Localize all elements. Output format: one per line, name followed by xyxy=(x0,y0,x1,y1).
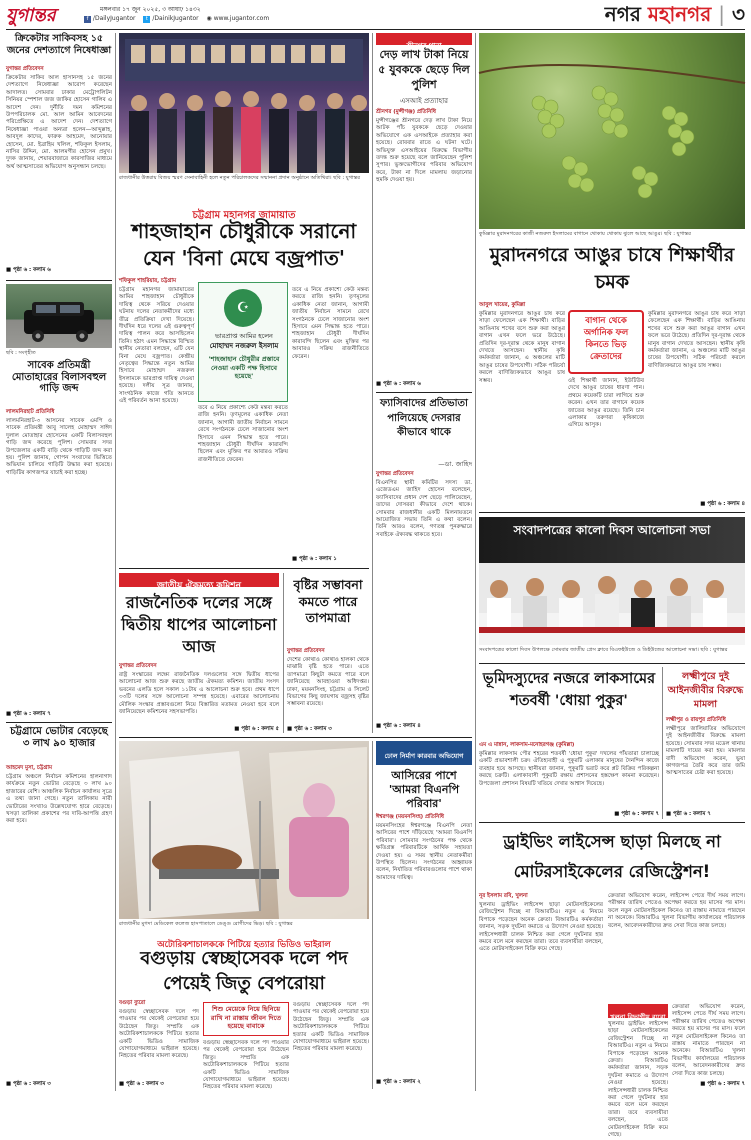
col1-continue-2-text: পৃষ্ঠা ৬ : কলাম ৭ xyxy=(12,711,51,717)
grapes-headline: মুরাদনগরে আঙুর চাষে শিক্ষার্থীর চমক xyxy=(489,244,735,293)
page-number: ৩ xyxy=(731,2,745,26)
fascism-body: বিএনপির স্থায়ী কমিটির সদস্য ডা. এজেডএম জাহিদ হোসেন বলেছেন, ফ্যাসিবাদের প্রধান দেশ ছেড়ে পালিয়েছেন, তাদের দোসররা কীভাবে দেশে থাকে। সোমবার রাজধানীর একটি মিলনায়তনে আয়োজিত সভায় তিনি এ কথা বলেন। তিনি আরও বলেন, গণতন্ত্র পুনরুদ্ধারে সবাইকে ঐক্যবদ্ধ থাকতে হবে। xyxy=(376,480,472,538)
date: মঙ্গলবার ১৭ জুন ২০২৫ xyxy=(100,6,159,13)
col3-continue-text: পৃষ্ঠা ৬ : কলাম ৬ xyxy=(382,381,421,387)
grapes-byline: আবুল খায়ের, কুমিল্লা xyxy=(479,302,526,308)
bogura-kicker-bar xyxy=(119,932,369,950)
bogura-body-b-text: বগুড়ায় স্বেচ্ছাসেবক দলে পদ পাওয়ার পর থেকেই বেপরোয়া হয়ে উঠেছেন জিতু। সম্প্রতি এক অটোরিকশাচালককে পিটিয়ে হত্যার একটি ভিডিও সামাজিক যোগাযোগমাধ্যমে ভাইরাল হয়েছে। নিহতের পরিবার মামলা করেছে। xyxy=(203,1040,289,1091)
ishwarganj-headline: আসিরের পাশে 'আমরা বিএনপি পরিবার' xyxy=(388,769,460,810)
top-story-body: চট্টগ্রাম মহানগর জামায়াতের আমির শাহজাহান চৌধুরীকে দায়িত্ব থেকে সরিয়ে দেওয়ার ঘটনায় দলের নেতাকর্মীদের মধ্যে তীব্র প্রতিক্রিয়া দেখা দিয়েছে। দীর্ঘদিন ধরে দলের এই গুরুত্বপূর্ণ দায়িত্ব পালন করে আসছিলেন তিনি। হঠাৎ এমন সিদ্ধান্তে বিস্মিত স্থানীয় নেতারা বলছেন, এটি যেন বিনা মেঘে বজ্রপাত। কেন্দ্রীয় নেতৃত্বের সিদ্ধান্তে নতুন আমির হিসাবে মোহাম্মদ নজরুল ইসলামকে ভারপ্রাপ্ত দায়িত্ব দেওয়া হয়েছে। দলীয় সূত্র জানায়, সাংগঠনিক কাজে গতি আনতে এই পরিবর্তন আনা হয়েছে। xyxy=(119,287,194,405)
national-continue-text: পৃষ্ঠা ৬ : কলাম ৫ xyxy=(241,726,279,732)
col3-sub: এসআই প্রত্যাহার xyxy=(399,97,449,105)
license-tag-text: খুলনা বিভাগীয় ব্যুরো xyxy=(610,1013,666,1021)
col1-headline-2: সাবেক প্রতিমন্ত্রী মোতাহারের বিলাসবহুল গাড়ি জব্দ xyxy=(11,360,107,394)
ishwarganj-banner xyxy=(376,741,472,765)
national-kicker: জাতীয় ঐকমত্য কমিশন xyxy=(156,581,241,591)
facebook-icon: f xyxy=(84,16,91,23)
logo: যুগান্তর xyxy=(6,5,56,26)
masthead-rule xyxy=(6,29,745,30)
divider xyxy=(479,512,745,513)
top-story-continue: ■ পৃষ্ঠা ৬ : কলাম ১ xyxy=(292,556,337,562)
col1-byline: যুগান্তর প্রতিবেদন xyxy=(6,66,44,72)
license-byline: নূর ইসলাম রবি, খুলনা xyxy=(479,893,528,899)
lakshmipur-byline: লক্ষ্মীপুর ও রায়পুর প্রতিনিধি xyxy=(666,717,726,723)
col1-photo-caption: ছবি : সংগৃহীত xyxy=(6,350,36,356)
website-link[interactable]: www.jugantor.com xyxy=(213,15,270,22)
col1-byline-2: লালমনিরহাট প্রতিনিধি xyxy=(6,409,55,415)
people-icon xyxy=(119,33,369,173)
col1-body-3: চট্টগ্রাম অঞ্চলে নির্বাচন কমিশনের হালনাগাদ কার্যক্রমে নতুন ভোটার বেড়েছে ৩ লাখ ৯০ হাজারের বেশি। আঞ্চলিক নির্বাচন কার্যালয় সূত্রে এ তথ্য জানা গেছে। নতুন তালিকায় নারী ভোটারের সংখ্যাও উল্লেখযোগ্য হারে বেড়েছে। খসড়া তালিকা প্রকাশের পর দাবি-আপত্তি গ্রহণ করা হবে। xyxy=(6,774,112,825)
lakshmipur-body: লক্ষ্মীপুরে জালিয়াতির অভিযোগে দুই আইনজীবীর বিরুদ্ধে মামলা হয়েছে। সোমবার সদর মডেল থানায় মামলাটি দায়ের করা হয়। মামলার বাদী অভিযোগ করেন, ভুয়া কাগজপত্র তৈরি করে তার জমি আত্মসাতের চেষ্টা করা হয়েছে। xyxy=(666,726,745,777)
rain-byline: যুগান্তর প্রতিবেদন xyxy=(287,648,325,654)
national-body: রাষ্ট্র সংস্কারের লক্ষ্যে রাজনৈতিক দলগুলোর সঙ্গে দ্বিতীয় ধাপের আলোচনা আজ শুরু করছে জাতীয় ঐকমত্য কমিশন। জাতীয় সংসদ ভবনের এলডি হলে সকাল ১১টায় এ আলোচনা শুরু হবে। প্রথম ধাপে ৩৩টি দলের সঙ্গে আলোচনা সম্পন্ন হয়েছে। এবারের আলোচনায় মৌলিক সংস্কার প্রস্তাবগুলো নিয়ে বিস্তারিত মতামত নেওয়া হবে বলে জানিয়েছেন কমিশনের সহসভাপতি। xyxy=(119,672,279,716)
section-word-2: মহানগর xyxy=(647,2,712,26)
ishwarganj-byline: ঈশ্বরগঞ্জ (ময়মনসিংহ) প্রতিনিধি xyxy=(376,814,444,820)
laksham-continue-text: পৃষ্ঠা ৬ : কলাম ৭ xyxy=(621,811,659,817)
bogura-box xyxy=(203,1002,289,1036)
grapes-icon xyxy=(479,33,745,229)
rain-continue-text: পৃষ্ঠা ৬ : কলাম ৩ xyxy=(293,726,332,732)
party-logo: ☪ xyxy=(224,289,262,327)
event-photo xyxy=(479,517,745,645)
top-story-quote: 'শাহজাহান চৌধুরীর প্রস্তাবে নেওয়া একটি পক্ষ হিসাবে হয়েছে' xyxy=(208,355,280,380)
col3-byline: শ্রীনগর (মুন্সীগঞ্জ) প্রতিনিধি xyxy=(376,109,436,115)
divider xyxy=(479,663,745,664)
fascism-byline: যুগান্তর প্রতিবেদন xyxy=(376,471,414,477)
divider xyxy=(6,280,112,281)
fascism-continue-text: পৃষ্ঠা ৬ : কলাম ৪ xyxy=(382,723,421,729)
top-photo-caption: রাজধানীর উত্তরায় বিজয় স্মরণ সেনাবাহিনী হলে নতুন পরিচালকদের সম্মাননা প্রদান অনুষ্ঠানে অতিথিরা। ছবি : যুগান্তর xyxy=(119,175,361,181)
license-body-c-text: ক্রেতারা অভিযোগ করেন, লাইসেন্স পেতে দীর্ঘ সময় লাগে। পরীক্ষার তারিখ পেতেও অপেক্ষা করতে হয় মাসের পর মাস। ফলে নতুন মোটরসাইকেল কিনেও তা রাস্তায় নামাতে পারছেন না অনেকে। বিআরটিএ খুলনা বিভাগীয় কার্যালয়ের পরিচালক বলেন, আবেদনকারীদের দ্রুত সেবা দিতে কাজ চলছে। xyxy=(672,1004,745,1077)
col3-body: মুন্সীগঞ্জের শ্রীনগরে দেড় লাখ টাকা নিয়ে আটক পাঁচ যুবককে ছেড়ে দেওয়ার অভিযোগে এক এসআইকে প্রত্যাহার করা হয়েছে। রোববার রাতে এ ঘটনা ঘটে। অভিযুক্ত এসআইয়ের বিরুদ্ধে বিভাগীয় তদন্ত শুরু হয়েছে বলে জানিয়েছেন পুলিশ সুপার। ভুক্তভোগীদের পরিবার অভিযোগ করে, টাকা না দিলে মামলায় জড়ানোর হুমকি দেওয়া হয়। xyxy=(376,118,472,184)
license-body: খুলনায় ড্রাইভিং লাইসেন্স ছাড়া মোটরসাইকেলের রেজিস্ট্রেশন দিচ্ছে না বিআরটিএ। নতুন এ নিয়মে বিপাকে পড়েছেন অনেক ক্রেতা। বিআরটিএ কর্মকর্তারা জানান, সড়ক দুর্ঘটনা কমাতে এ উদ্যোগ নেওয়া হয়েছে। লাইসেন্সধারী চালক নিশ্চিত করা গেলে দুর্ঘটনার হার কমবে বলে মনে করছেন তারা। তবে ব্যবসায়ীরা বলছেন, এতে মোটরসাইকেল বিক্রি কমে গেছে। xyxy=(479,902,603,953)
lakshmipur-headline: লক্ষ্মীপুরে দুই আইনজীবীর বিরুদ্ধে মামলা xyxy=(667,671,744,710)
col-separator xyxy=(475,33,476,1091)
ishwarganj-continue-text: পৃষ্ঠা ৬ : কলাম ২ xyxy=(382,1079,421,1085)
ishwarganj-banner-text: ঢোল নির্মাণ কারবার অভিযোগ xyxy=(384,752,464,760)
bogura-kicker: অটোরিকশাচালককে পিটিয়ে হত্যার ভিডিও ভাইরাল xyxy=(157,940,331,950)
rain-continue: ■ পৃষ্ঠা ৬ : কলাম ৩ xyxy=(287,726,332,732)
national-byline: যুগান্তর প্রতিবেদন xyxy=(119,663,157,669)
license-continue-text: পৃষ্ঠা ৬ : কলাম ৭ xyxy=(707,1081,745,1087)
col3-top-story xyxy=(376,33,472,733)
top-story-kicker-bar xyxy=(119,203,369,221)
license-body-b: ক্রেতারা অভিযোগ করেন, লাইসেন্স পেতে দীর্ঘ সময় লাগে। পরীক্ষার তারিখ পেতেও অপেক্ষা করতে হয় মাসের পর মাস। ফলে নতুন মোটরসাইকেল কিনেও তা রাস্তায় নামাতে পারছেন না অনেকে। বিআরটিএ খুলনা বিভাগীয় কার্যালয়ের পরিচালক বলেন, আবেদনকারীদের দ্রুত সেবা দিতে কাজ চলছে। xyxy=(608,893,745,929)
divider xyxy=(119,737,472,738)
col1-body: ক্রিকেটার সাকিব আল হাসানসহ ১৫ জনের দেশত্যাগে নিষেধাজ্ঞা আরোপ করেছেন আদালত। সোমবার ঢাকার মেট্রোপলিটন সিনিয়র স্পেশাল জজ জাকির হোসেন গালিব এ আদেশ দেন। দুর্নীতি দমন কমিশনের উপপরিচালক মো. আল আমিন আবেদনের পরিপ্রেক্ষিতে এ আদেশ দেন। দেশত্যাগে নিষেধাজ্ঞা পাওয়া অন্যরা হলেন—আব্দুল্লাহ, আবদুল কাদের, ফারুক আহমেদ, আনোয়ার হোসেন, মো. ইব্রাহিম খলিল, শফিকুল ইসলাম, নাসির উদ্দিন, মো. আলমগীর হোসেন প্রমুখ। দুদক জানায়, শেয়ারবাজারে কারসাজির মাধ্যমে অর্থ আত্মসাতের অভিযোগ অনুসন্ধান চলছে। xyxy=(6,75,112,170)
national-headline: রাজনৈতিক দলের সঙ্গে দ্বিতীয় ধাপের আলোচনা আজ xyxy=(121,593,277,656)
masthead xyxy=(0,0,751,30)
grapes-continue: ■ পৃষ্ঠা ৬ : কলাম ৪ xyxy=(700,501,745,507)
section-word-1: নগর xyxy=(604,2,641,26)
fascism-quote-by: —ডা. জাহিদ xyxy=(438,460,472,468)
ishwarganj-body: ময়মনসিংহের ঈশ্বরগঞ্জে বিএনপি নেতা আসিরের পাশে দাঁড়িয়েছে 'আমরা বিএনপি পরিবার'। সোমবার সংগঠনের পক্ষ থেকে ক্ষতিগ্রস্ত পরিবারটিকে আর্থিক সহায়তা দেওয়া হয়। এ সময় স্থানীয় নেতাকর্মীরা উপস্থিত ছিলেন। সংগঠনের আহ্বায়ক বলেন, নির্যাতিত পরিবারগুলোর পাশে থাকা আমাদের দায়িত্ব। xyxy=(376,823,472,881)
col-separator xyxy=(372,741,373,1089)
laksham-byline: এম এ মান্নান, লাকসাম-মনোহরগঞ্জ (কুমিল্লা) xyxy=(479,742,575,748)
laksham-headline: ভূমিদস্যুদের নজরে লাকসামের শতবর্ষী 'ধোয়া পুকুর' xyxy=(482,671,656,709)
grapes-photo-caption: কুমিল্লার মুরাদনগরের কাজী নজরুল ইসলামের বাগানে থোকায় থোকায় ঝুলে আছে আঙুর। ছবি : যুগান্তর xyxy=(479,231,691,237)
lakshmipur-continue-text: পৃষ্ঠা ৬ : কলাম ৭ xyxy=(672,811,711,817)
quote-name-1: ভারপ্রাপ্ত আমির হলেন xyxy=(215,332,273,340)
grapes-body-c xyxy=(648,311,745,499)
rain-headline: বৃষ্টির সম্ভাবনা কমতে পারে তাপমাত্রা xyxy=(293,577,363,625)
col1-continue-text: পৃষ্ঠা ৬ : কলাম ৬ xyxy=(12,267,51,273)
grapes-body-c-text: কুমিল্লার মুরাদনগরে আঙুর চাষ করে সাড়া ফেলেছেন এক শিক্ষার্থী। বাড়ির আঙিনায় শখের বসে শুরু করা আঙুর বাগান এখন ফলে ভরে উঠেছে। প্রতিদিন দূর-দূরান্ত থেকে মানুষ বাগান দেখতে আসছেন। স্থানীয় কৃষি কর্মকর্তারা জানান, এ অঞ্চলের মাটি আঙুর চাষের উপযোগী। সঠিক পরিচর্যা করলে বাণিজ্যিকভাবে আঙুর চাষ সম্ভব। xyxy=(648,311,745,369)
col1-continue-3-text: পৃষ্ঠা ৬ : কলাম ৩ xyxy=(12,1081,51,1087)
lakshmipur-continue: ■ পৃষ্ঠা ৬ : কলাম ৭ xyxy=(666,811,711,817)
facebook-link[interactable]: /DailyJugantor xyxy=(92,15,136,22)
license-continue: ■ পৃষ্ঠা ৬ : কলাম ৭ xyxy=(700,1081,745,1087)
top-event-photo xyxy=(119,33,369,173)
car-icon xyxy=(6,284,112,348)
top-story-kicker: চট্টগ্রাম মহানগর জামায়াত xyxy=(192,210,296,221)
date-bangla: ৩ আষাঢ় ১৪৩২ xyxy=(162,6,201,13)
fascism-continue: ■ পৃষ্ঠা ৬ : কলাম ৪ xyxy=(376,723,421,729)
twitter-icon: t xyxy=(143,16,150,23)
col1-headline: ক্রিকেটার সাকিবসহ ১৫ জনের দেশত্যাগে নিষেধাজ্ঞা xyxy=(6,33,112,56)
col3-kicker: শ্রীনগর থানা xyxy=(406,42,442,50)
col1-byline-3: আহমেদ মুসা, চট্টগ্রাম xyxy=(6,765,52,771)
ishwarganj-story xyxy=(376,741,472,1089)
national-continue: ■ পৃষ্ঠা ৬ : কলাম ৫ xyxy=(234,726,279,732)
col1-headline-3: চট্টগ্রামে ভোটার বেড়েছে ৩ লাখ ৯০ হাজার xyxy=(10,726,108,749)
bogura-continue: ■ পৃষ্ঠা ৬ : কলাম ৩ xyxy=(119,1081,164,1087)
col1-continue-3: ■ পৃষ্ঠা ৬ : কলাম ৩ xyxy=(6,1081,51,1087)
license-body-d xyxy=(608,1021,668,1139)
car-photo xyxy=(6,284,112,348)
hospital-bed-icon xyxy=(119,741,369,919)
bogura-box-text: শিশু মেয়েকে নিয়ে ছিনিয়ে রাখি না রাস্তায় জীবন দিতে হয়েছে বাবাকে xyxy=(210,1005,282,1030)
grapes-photo xyxy=(479,33,745,229)
top-story-byline: শফিকুল শাহরিয়ার, চট্টগ্রাম xyxy=(119,278,176,284)
top-story-body-c-text: তবে এ নিয়ে প্রকাশ্যে কেউ মন্তব্য করতে রাজি হননি। তৃণমূলের একাধিক নেতা জানান, আগামী জাতীয় নির্বাচন সামনে রেখে সংগঠনকে ঢেলে সাজানোর অংশ হিসাবে এমন সিদ্ধান্ত হতে পারে। শাহজাহান চৌধুরী দীর্ঘদিন কারাবন্দি ছিলেন এবং মুক্তির পর আবারও সক্রিয় রাজনীতিতে ফেরেন। xyxy=(198,405,288,463)
license-tag xyxy=(608,1004,668,1021)
top-story-headline: শাহজাহান চৌধুরীকে সরানো যেন 'বিনা মেঘে বজ্রপাত' xyxy=(131,219,357,270)
divider xyxy=(376,392,472,393)
grapes-body: কুমিল্লার মুরাদনগরে আঙুর চাষ করে সাড়া ফেলেছেন এক শিক্ষার্থী। বাড়ির আঙিনায় শখের বসে শুরু করা আঙুর বাগান এখন ফলে ভরে উঠেছে। প্রতিদিন দূর-দূরান্ত থেকে মানুষ বাগান দেখতে আসছেন। স্থানীয় কৃষি কর্মকর্তারা জানান, এ অঞ্চলের মাটি আঙুর চাষের উপযোগী। সঠিক পরিচর্যা করলে বাণিজ্যিকভাবে আঙুর চাষ সম্ভব। xyxy=(479,311,565,384)
col1-body-2: লালমনিরহাট-৩ আসনের সাবেক এমপি ও সাবেক প্রতিমন্ত্রী আবু সালেহ মোহাম্মদ সাঈদ দুলাল মোতাহার হোসেনের একটি বিলাসবহুল গাড়ি জব্দ করেছে পুলিশ। সোমবার সদর উপজেলার একটি বাড়ি থেকে গাড়িটি জব্দ করা হয়। পুলিশ জানায়, গোপন সংবাদের ভিত্তিতে অভিযান চালিয়ে গাড়িটি উদ্ধার করা হয়েছে। গাড়িটির কাগজপত্র যাচাই করা হচ্ছে। xyxy=(6,418,112,476)
social-bar xyxy=(84,15,304,25)
col1-continue-2: ■ পৃষ্ঠা ৬ : কলাম ৭ xyxy=(6,711,51,717)
col3-continue: ■ পৃষ্ঠা ৬ : কলাম ৬ xyxy=(376,381,421,387)
license-body-d-text: খুলনায় ড্রাইভিং লাইসেন্স ছাড়া মোটরসাইকেলের রেজিস্ট্রেশন দিচ্ছে না বিআরটিএ। নতুন এ নিয়মে বিপাকে পড়েছেন অনেক ক্রেতা। বিআরটিএ কর্মকর্তারা জানান, সড়ক দুর্ঘটনা কমাতে এ উদ্যোগ নেওয়া হয়েছে। লাইসেন্সধারী চালক নিশ্চিত করা গেলে দুর্ঘটনার হার কমবে বলে মনে করছেন তারা। তবে ব্যবসায়ীরা বলছেন, এতে মোটরসাইকেল বিক্রি কমে গেছে। xyxy=(608,1021,668,1139)
grapes-body-b: ওই শিক্ষার্থী জানান, ইউটিউব দেখে আঙুর চাষের ধারণা পান। প্রথমে কয়েকটি চারা লাগিয়ে শুরু করেন। এখন তার বাগানে কয়েক জাতের আঙুর রয়েছে। তিনি চান এলাকার তরুণরা কৃষিকাজে এগিয়ে আসুক। xyxy=(568,378,644,429)
national-kicker-bar xyxy=(119,573,279,591)
grapes-callout-text: বাগান থেকে অর্গানিক ফল কিনতে ভিড় ক্রেতাদের xyxy=(583,316,629,362)
divider xyxy=(479,822,745,823)
bogura-body-c-text: বগুড়ায় স্বেচ্ছাসেবক দলে পদ পাওয়ার পর থেকেই বেপরোয়া হয়ে উঠেছেন জিতু। সম্প্রতি এক অটোরিকশাচালককে পিটিয়ে হত্যার একটি ভিডিও সামাজিক যোগাযোগমাধ্যমে ভাইরাল হয়েছে। নিহতের পরিবার মামলা করেছে। xyxy=(293,1002,370,1053)
bogura-body-c xyxy=(293,1002,369,1080)
top-story-body-c xyxy=(198,405,288,555)
people-icon xyxy=(479,563,745,645)
col-separator xyxy=(115,33,116,1091)
fascism-headline: ফ্যাসিবাদের প্রতিভাতা পালিয়েছে দেসরার কীভাবে থাকে xyxy=(380,398,468,438)
bogura-body-b xyxy=(203,1040,289,1091)
license-body-c xyxy=(672,1004,745,1078)
bogura-continue-text: পৃষ্ঠা ৬ : কলাম ৩ xyxy=(125,1081,164,1087)
col-separator xyxy=(372,33,373,733)
top-story-body-b: তবে এ নিয়ে প্রকাশ্যে কেউ মন্তব্য করতে রাজি হননি। তৃণমূলের একাধিক নেতা জানান, আগামী জাতীয় নির্বাচন সামনে রেখে সংগঠনকে ঢেলে সাজানোর অংশ হিসাবে এমন সিদ্ধান্ত হতে পারে। শাহজাহান চৌধুরী দীর্ঘদিন কারাবন্দি ছিলেন এবং মুক্তির পর আবারও সক্রিয় রাজনীতিতে ফেরেন। xyxy=(292,287,369,360)
hospital-photo xyxy=(119,741,369,919)
section-title xyxy=(518,0,751,28)
quote-name-2: মোহাম্মদ নজরুল ইসলাম xyxy=(209,342,279,350)
license-headline: ড্রাইভিং লাইসেন্স ছাড়া মিলছে না মোটরসাইকেলের রেজিস্ট্রেশন! xyxy=(503,832,721,881)
divider xyxy=(6,722,112,723)
globe-icon: ◉ xyxy=(206,15,212,22)
grapes-callout xyxy=(568,310,644,374)
event-photo-caption: সংবাদপত্রের কালো দিবস উপলক্ষে সোমবার জাতীয় প্রেস ক্লাবে বিএফইউজে ও ডিইউজের আলোচনা সভা। ছবি : যুগান্তর xyxy=(479,647,728,653)
bogura-byline: বগুড়া ব্যুরো xyxy=(119,1000,146,1006)
laksham-body: কুমিল্লার লাকসাম পৌর শহরের শতবর্ষী 'ধোয়া পুকুর' দখলের পাঁয়তারা চালাচ্ছে একটি প্রভাবশালী চক্র। ঐতিহ্যবাহী এ পুকুরটি এলাকার মানুষের দৈনন্দিন কাজে ব্যবহার হয়ে আসছে। স্থানীয়রা জানান, পুকুরটি ভরাট করে প্লট বিক্রির পরিকল্পনা করছে চক্রটি। এলাকাবাসী পুকুরটি রক্ষায় প্রশাসনের হস্তক্ষেপ কামনা করেছেন। উপজেলা প্রশাসন বিষয়টি খতিয়ে দেখার আশ্বাস দিয়েছে। xyxy=(479,751,659,787)
grapes-continue-text: পৃষ্ঠা ৬ : কলাম ৪ xyxy=(707,501,745,507)
rain-divider xyxy=(283,573,284,733)
bogura-body: বগুড়ায় স্বেচ্ছাসেবক দলে পদ পাওয়ার পর থেকেই বেপরোয়া হয়ে উঠেছেন জিতু। সম্প্রতি এক অটোরিকশাচালককে পিটিয়ে হত্যার একটি ভিডিও সামাজিক যোগাযোগমাধ্যমে ভাইরাল হয়েছে। নিহতের পরিবার মামলা করেছে। xyxy=(119,1009,199,1060)
col3-kicker-bar xyxy=(376,33,472,50)
masthead-date: মঙ্গলবার ১৭ জুন ২০২৫, ৩ আষাঢ় ১৪৩২ xyxy=(100,6,201,13)
top-story-continue-text: পৃষ্ঠা ৬ : কলাম ১ xyxy=(298,556,337,562)
section-divider: | xyxy=(718,2,726,26)
laksham-continue: ■ পৃষ্ঠা ৬ : কলাম ৭ xyxy=(614,811,659,817)
twitter-link[interactable]: /DainikJugantor xyxy=(152,15,199,22)
col3-headline: দেড় লাখ টাকা নিয়ে ৫ যুবককে ছেড়ে দিল পুলিশ xyxy=(378,48,470,91)
event-banner: সংবাদপত্রের কালো দিবস আলোচনা সভা xyxy=(513,523,711,537)
divider xyxy=(119,568,369,569)
rain-body: দেশের কোথাও কোথাও হালকা থেকে মাঝারি বৃষ্টি হতে পারে। এতে তাপমাত্রা কিছুটা কমতে পারে বলে জানিয়েছে আবহাওয়া অধিদপ্তর। ঢাকা, ময়মনসিংহ, চট্টগ্রাম ও সিলেট বিভাগের কিছু জায়গায় বজ্রসহ বৃষ্টির সম্ভাবনা রয়েছে। xyxy=(287,657,369,708)
ishwarganj-continue: ■ পৃষ্ঠা ৬ : কলাম ২ xyxy=(376,1079,421,1085)
col-separator xyxy=(662,667,663,819)
col1-story xyxy=(6,33,112,1091)
bogura-headline: বগুড়ায় স্বেচ্ছাসেবক দলে পদ পেয়েই জিতু বেপরোয়া xyxy=(140,948,348,994)
hospital-photo-caption: রাজধানীর মুগদা মেডিকেল কলেজ হাসপাতালে ডেঙ্গু রোগীদের ভিড়। ছবি : যুগান্তর xyxy=(119,921,293,927)
top-story-quote-box xyxy=(198,282,288,402)
col1-continue: ■ পৃষ্ঠা ৬ : কলাম ৬ xyxy=(6,267,51,273)
